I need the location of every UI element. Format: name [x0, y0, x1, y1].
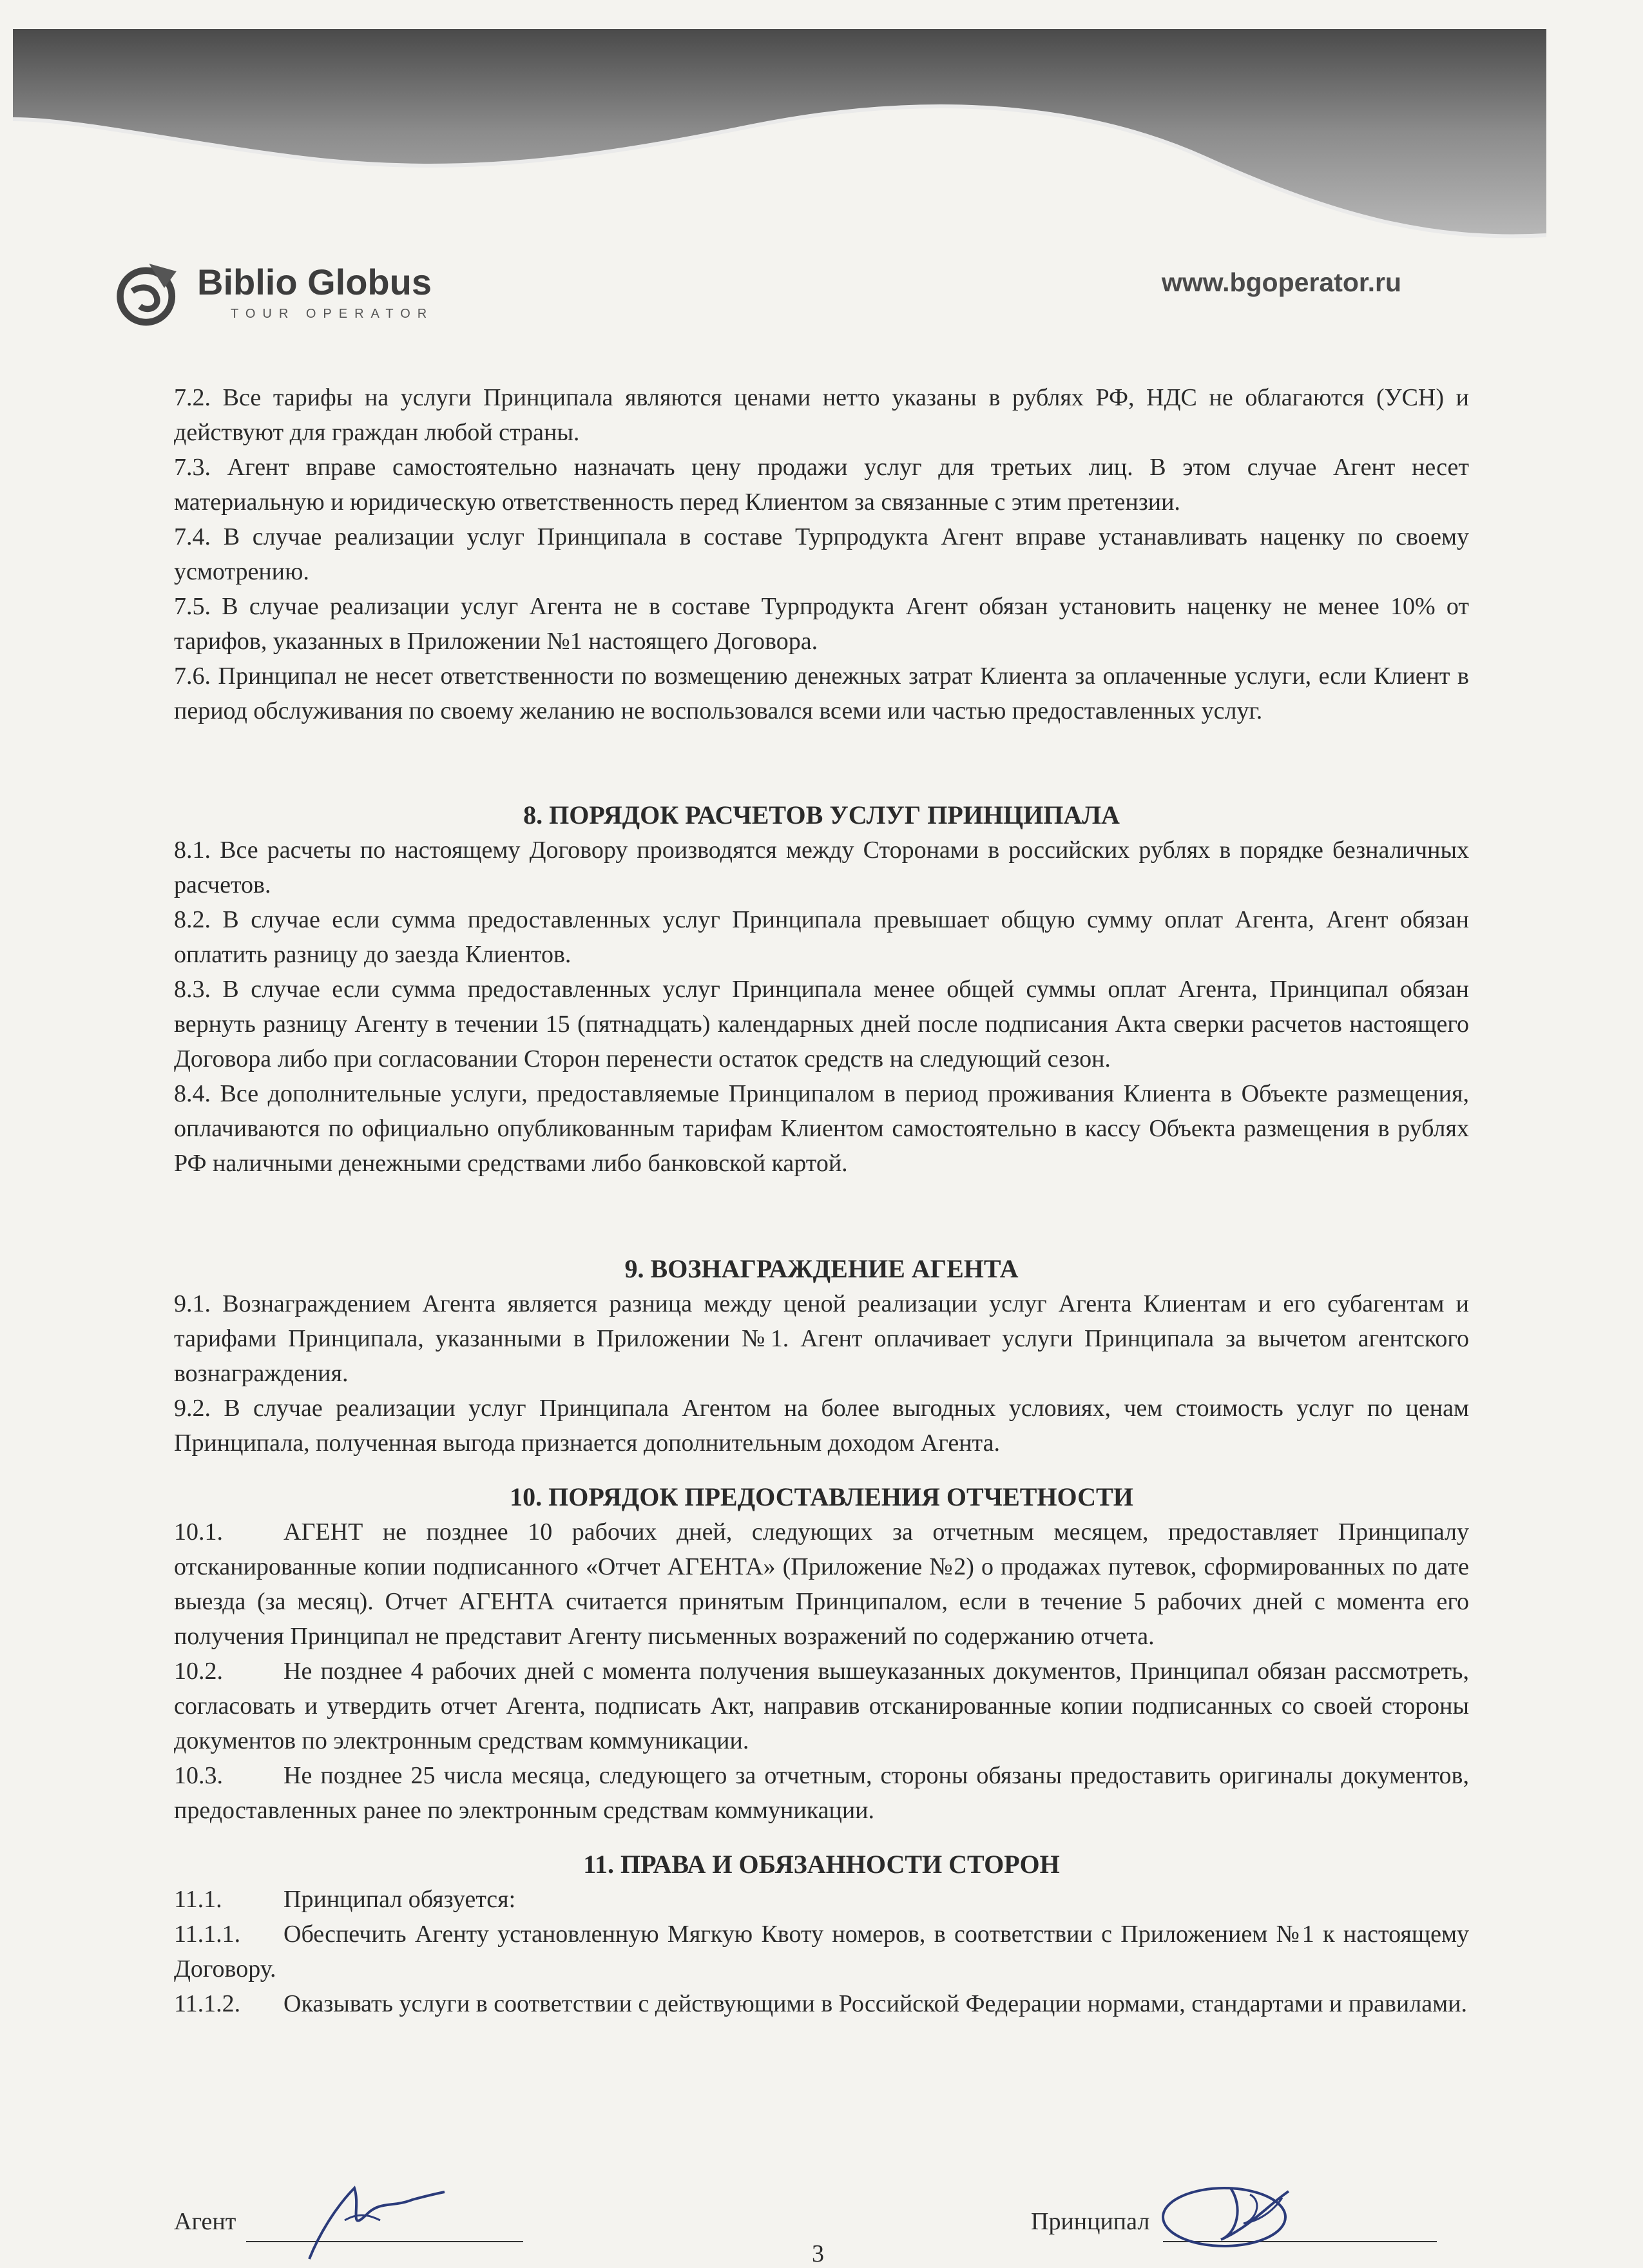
clause-text: Не позднее 25 числа месяца, следующего за отчетным, стороны обязаны предоставить оригиналы документов, предоставленных ранее по электронным средствам коммуникации. [174, 1762, 1469, 1824]
brand-logo [110, 255, 434, 331]
clause-text: Обеспечить Агенту установленную Мягкую Квоту номеров, в соответствии с Приложением №1 к настоящему Договору. [174, 1921, 1469, 1982]
clause-number: 10.2. [174, 1658, 223, 1685]
section-heading: 11. ПРАВА И ОБЯЗАННОСТИ СТОРОН [583, 1850, 1060, 1879]
clause-paragraph: 9.2. В случае реализации услуг Принципала Агентом на более выгодных условиях, чем стоимость услуг по ценам Принципала, полученная выгода признается дополнительным доходом Агента. [174, 1395, 1469, 1457]
numbered-clause [174, 1654, 1469, 1758]
website-url[interactable]: www.bgoperator.ru [1161, 267, 1401, 297]
numbered-clause [174, 1882, 1469, 1917]
numbered-clause [174, 1515, 1469, 1654]
document-body [174, 380, 1469, 2021]
principal-signature-scribble [1153, 2169, 1321, 2259]
principal-signature-label: Принципал [1031, 2208, 1150, 2235]
clause-number: 11.1. [174, 1886, 222, 1913]
signature-row [174, 2195, 1437, 2265]
brand-subtitle: TOUR OPERATOR [231, 306, 434, 321]
clause-text: Принципал обязуется: [283, 1886, 516, 1913]
clause-number: 11.1.1. [174, 1921, 241, 1948]
section-heading: 9. ВОЗНАГРАЖДЕНИЕ АГЕНТА [624, 1254, 1019, 1283]
agent-signature-label: Агент [174, 2208, 236, 2235]
page-number: 3 [812, 2240, 824, 2267]
clause-paragraph: 8.4. Все дополнительные услуги, предоставляемые Принципалом в период проживания Клиента в Объекте размещения, оплачиваются по официально опубликованным тарифам Клиентом самостоятельно в кассу Объекта размещения в рублях РФ наличными денежными средствами либо банковской картой. [174, 1080, 1469, 1177]
clause-number: 11.1.2. [174, 1990, 241, 2017]
clause-paragraph: 8.1. Все расчеты по настоящему Договору производятся между Сторонами в российских рублях в порядке безналичных расчетов. [174, 837, 1469, 898]
clause-paragraph: 8.2. В случае если сумма предоставленных услуг Принципала превышает общую сумму оплат Агента, Агент обязан оплатить разницу до заезда Клиентов. [174, 906, 1469, 968]
agent-signature-scribble [283, 2175, 451, 2265]
section-heading: 8. ПОРЯДОК РАСЧЕТОВ УСЛУГ ПРИНЦИПАЛА [523, 800, 1120, 829]
clause-paragraph: 7.3. Агент вправе самостоятельно назначать цену продажи услуг для третьих лиц. В этом случае Агент несет материальную и юридическую ответственность перед Клиентом за связанные с этим претензии. [174, 454, 1469, 516]
clause-paragraph: 7.4. В случае реализации услуг Принципала в составе Турпродукта Агент вправе устанавливать наценку по своему усмотрению. [174, 523, 1469, 585]
clause-text: Оказывать услуги в соответствии с действующими в Российской Федерации нормами, стандартами и правилами. [283, 1990, 1467, 2017]
header-wave-band [13, 29, 1546, 242]
clause-number: 10.3. [174, 1762, 223, 1789]
clause-paragraph: 9.1. Вознаграждением Агента является разница между ценой реализации услуг Агента Клиентам и его субагентам и тарифами Принципала, указанными в Приложении №1. Агент оплачивает услуги Принципала за вычетом агентского вознаграждения. [174, 1290, 1469, 1387]
clause-paragraph: 8.3. В случае если сумма предоставленных услуг Принципала менее общей суммы оплат Агента, Принципал обязан вернуть разницу Агенту в течении 15 (пятнадцать) календарных дней после подписания Акта сверки расчетов настоящего Договора либо при согласовании Сторон перенести остаток средств на следующий сезон. [174, 976, 1469, 1072]
clause-text: АГЕНТ не позднее 10 рабочих дней, следующих за отчетным месяцем, предоставляет Принципалу отсканированные копии подписанного «Отчет АГЕНТА» (Приложение №2) о продажах путевок, сформированных по дате выезда (за месяц). Отчет АГЕНТА считается принятым Принципалом, если в течение 5 рабочих дней с момента его получения Принципал не представит Агенту письменных возражений по содержанию отчета. [174, 1518, 1469, 1650]
clause-text: Не позднее 4 рабочих дней с момента получения вышеуказанных документов, Принципал обязан рассмотреть, согласовать и утвердить отчет Агента, подписать Акт, направив отсканированные копии подписанных со своей стороны документов по электронным средствам коммуникации. [174, 1658, 1469, 1754]
clause-paragraph: 7.6. Принципал не несет ответственности по возмещению денежных затрат Клиента за оплаченные услуги, если Клиент в период обслуживания по своему желанию не воспользовался всеми или частью предоставленных услуг. [174, 663, 1469, 724]
clause-paragraph: 7.5. В случае реализации услуг Агента не в составе Турпродукта Агент обязан установить наценку не менее 10% от тарифов, указанных в Приложении №1 настоящего Договора. [174, 593, 1469, 655]
brand-name: Biblio Globus [197, 261, 432, 302]
biblio-globus-logo-icon [110, 255, 186, 331]
numbered-clause [174, 1758, 1469, 1828]
clause-number: 10.1. [174, 1518, 223, 1546]
section-heading: 10. ПОРЯДОК ПРЕДОСТАВЛЕНИЯ ОТЧЕТНОСТИ [510, 1482, 1133, 1511]
numbered-clause [174, 1986, 1469, 2021]
clause-paragraph: 7.2. Все тарифы на услуги Принципала являются ценами нетто указаны в рублях РФ, НДС не облагаются (УСН) и действуют для граждан любой страны. [174, 384, 1469, 446]
numbered-clause [174, 1917, 1469, 1986]
